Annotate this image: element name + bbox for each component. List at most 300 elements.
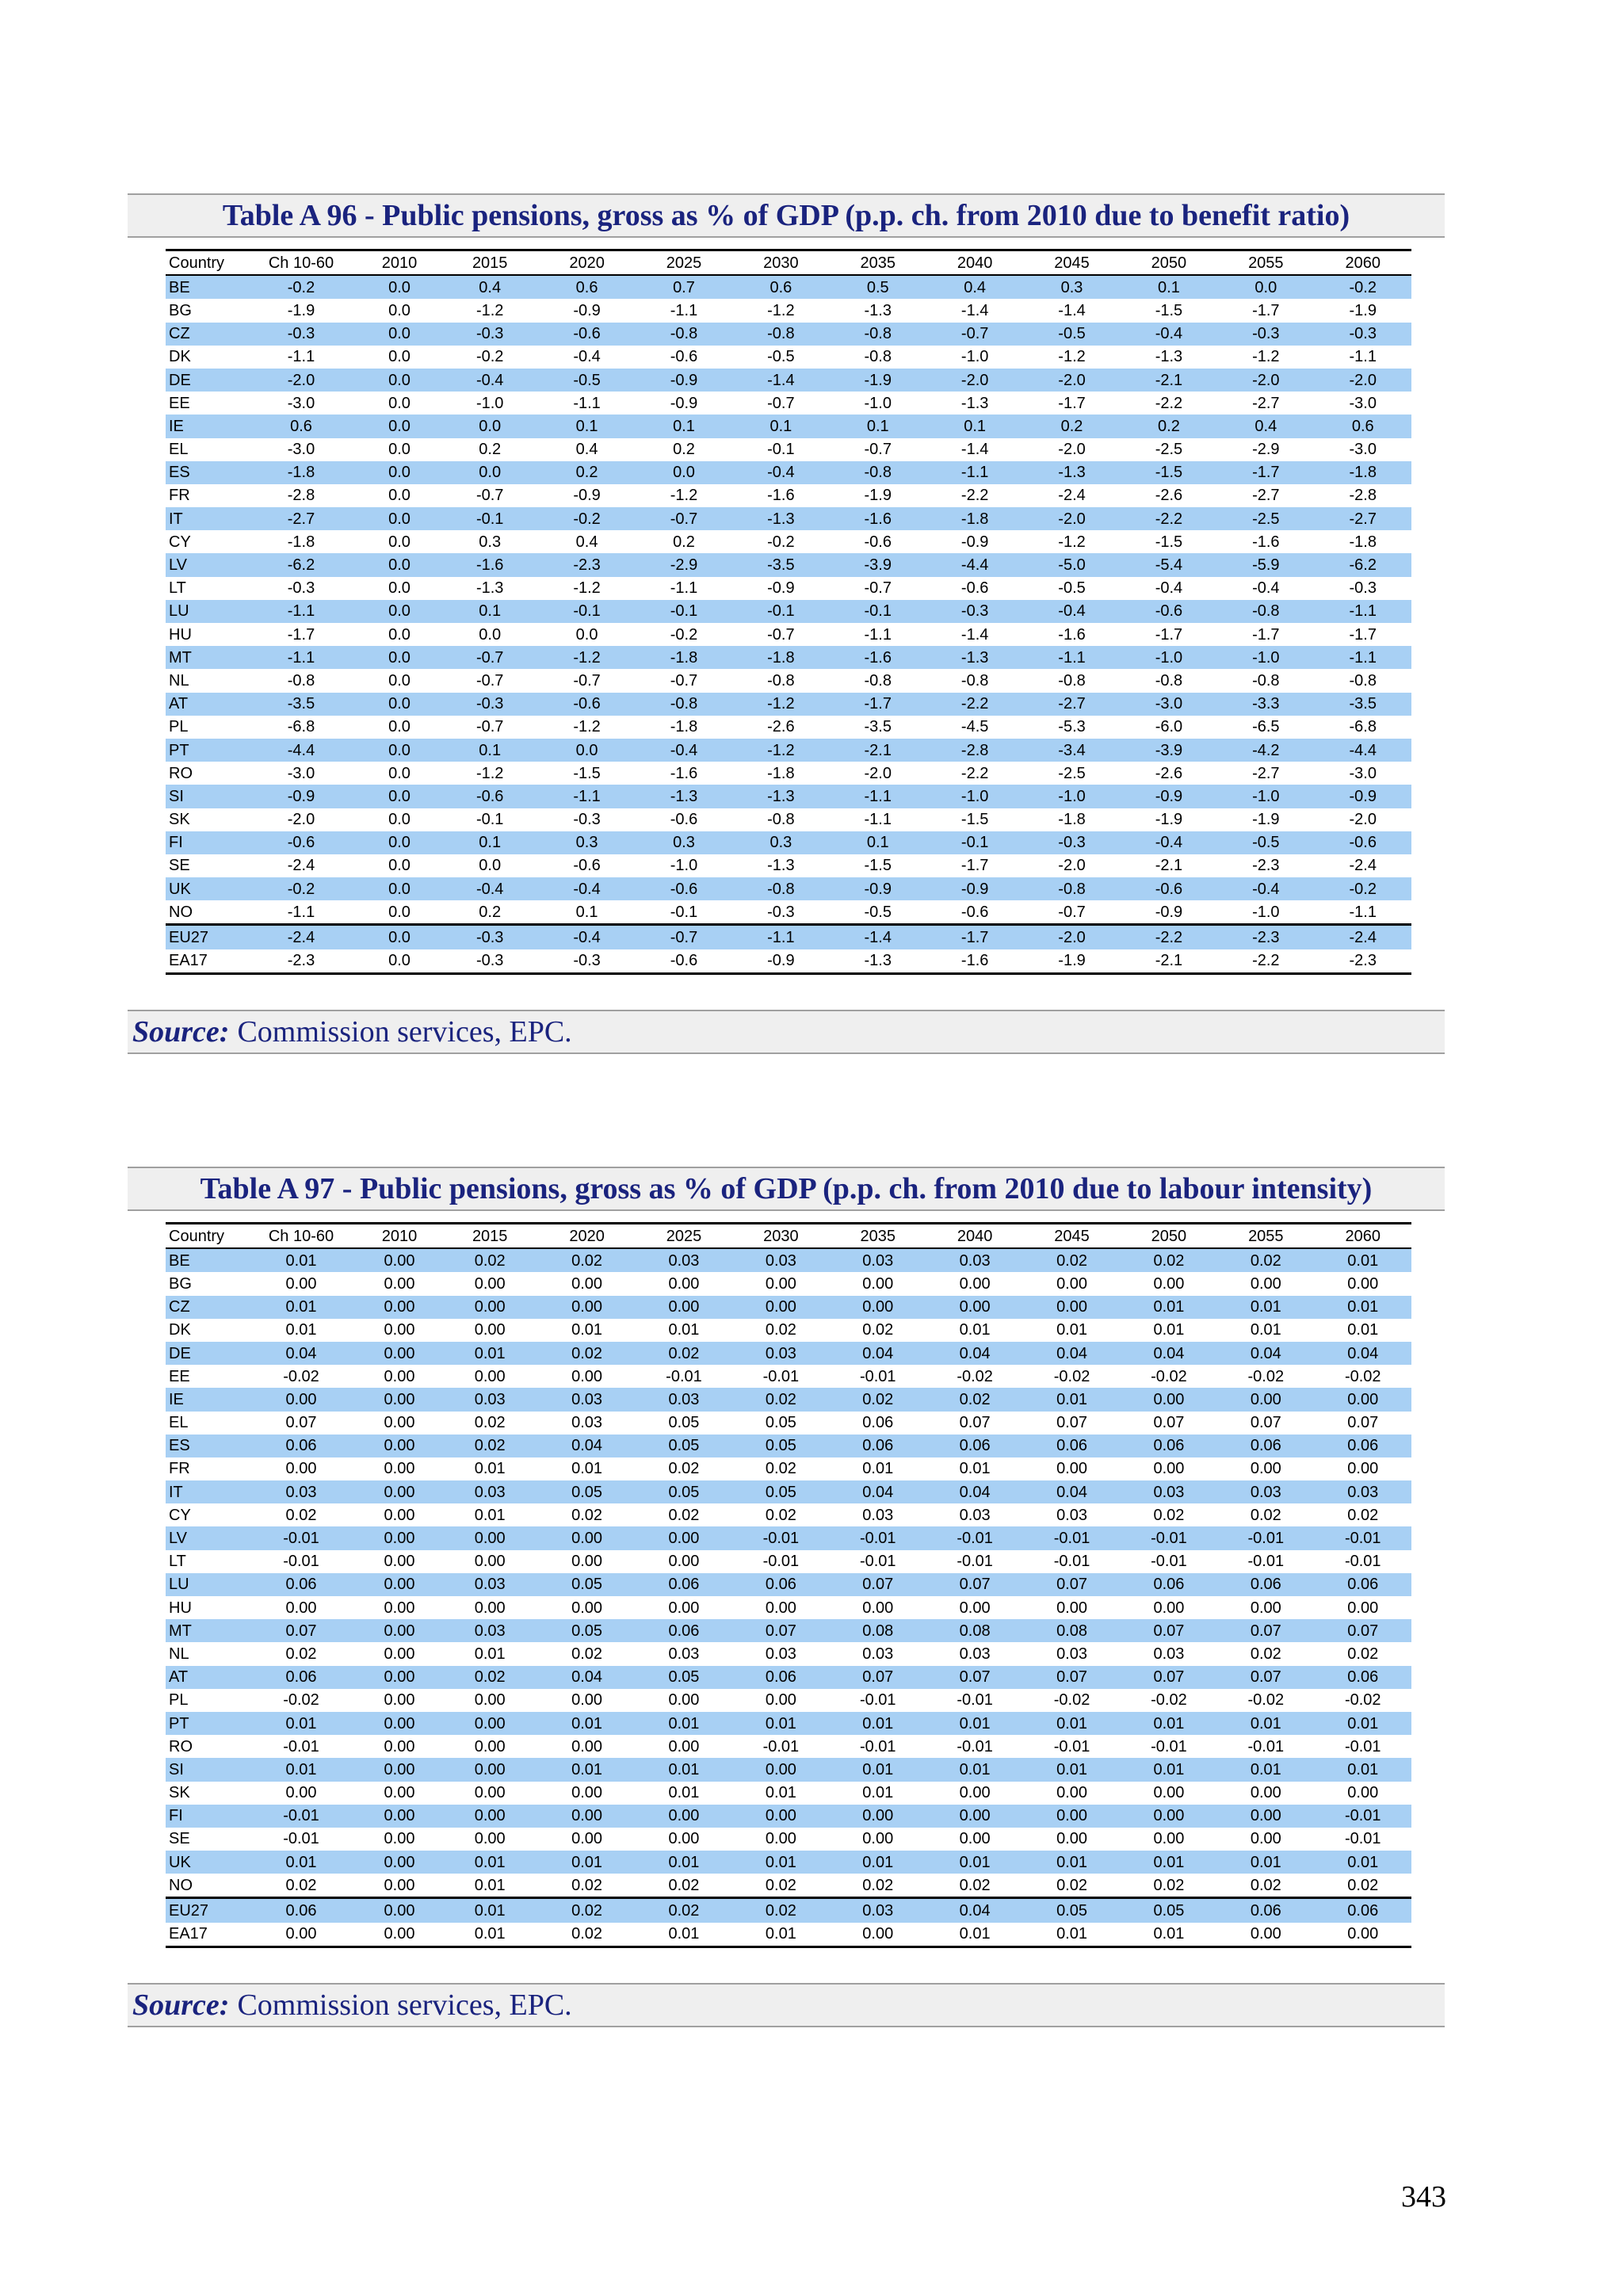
value-cell: 0.06 (1217, 1573, 1314, 1596)
value-cell: 0.01 (538, 1712, 635, 1735)
table-row (166, 1248, 1411, 1272)
value-cell: -1.7 (926, 925, 1023, 949)
value-cell: 0.06 (1121, 1435, 1217, 1457)
value-cell: 0.06 (1217, 1898, 1314, 1923)
value-cell: 0.2 (1121, 415, 1217, 437)
country-cell: SI (166, 1758, 245, 1781)
value-cell: -0.8 (960, 671, 989, 690)
value-cell: -0.2 (538, 507, 635, 530)
value-cell: -0.02 (1053, 1367, 1090, 1385)
country-cell: CZ (166, 1296, 245, 1319)
table-title: Table A 96 - Public pensions, gross as % of GDP (p.p. ch. from 2010 due to benefit ratio) (128, 193, 1445, 238)
value-cell: 0.01 (636, 1712, 732, 1735)
value-cell: -1.7 (1058, 394, 1086, 412)
value-cell: -0.4 (732, 461, 829, 484)
value-cell: 0.00 (384, 1737, 415, 1755)
value-cell: -0.2 (475, 348, 504, 366)
value-cell: 0.00 (765, 1599, 796, 1617)
table-row (166, 646, 1411, 669)
value-cell: 0.0 (388, 579, 411, 598)
value-cell: 0.00 (384, 1691, 415, 1710)
value-cell: 0.00 (357, 1874, 441, 1898)
value-cell: -2.2 (1121, 925, 1217, 949)
value-cell: 0.00 (1250, 1784, 1281, 1802)
value-cell: -1.1 (573, 394, 601, 412)
value-cell: 0.0 (479, 857, 502, 875)
column-header: 2015 (441, 1224, 538, 1249)
column-header: 2015 (441, 250, 538, 276)
value-cell: -1.1 (864, 625, 892, 644)
value-cell: 0.0 (357, 369, 441, 392)
value-cell: -3.9 (830, 553, 926, 576)
value-cell: 0.02 (441, 1666, 538, 1689)
value-cell: -1.6 (1058, 625, 1086, 644)
value-cell: -0.3 (441, 693, 538, 716)
value-cell: 0.00 (765, 1691, 796, 1710)
value-cell: -0.4 (441, 369, 538, 392)
value-cell: 0.01 (926, 1712, 1023, 1735)
value-cell: -0.8 (1155, 671, 1183, 690)
value-cell: 0.3 (538, 831, 635, 854)
value-cell: 0.01 (474, 1645, 506, 1663)
country-cell: BG (169, 1274, 192, 1293)
value-cell: 0.01 (441, 1342, 538, 1365)
value-cell: -1.8 (1315, 461, 1411, 484)
value-cell: -0.8 (767, 811, 795, 829)
value-cell: 0.01 (1121, 1758, 1217, 1781)
value-cell: 0.00 (668, 1599, 700, 1617)
value-cell: 0.06 (1315, 1573, 1411, 1596)
value-cell: -2.3 (245, 949, 357, 974)
value-cell: 0.01 (1250, 1321, 1281, 1339)
value-cell: -1.6 (926, 949, 1023, 974)
value-cell: 0.03 (1217, 1480, 1314, 1503)
table-row (166, 739, 1411, 762)
value-cell: 0.00 (357, 1923, 441, 1947)
value-cell: 0.01 (1023, 1712, 1120, 1735)
value-cell: 0.00 (1056, 1784, 1087, 1802)
value-cell: -2.0 (287, 811, 315, 829)
value-cell: -1.1 (1315, 646, 1411, 669)
value-cell: -0.01 (957, 1553, 993, 1571)
value-cell: 0.07 (1217, 1619, 1314, 1642)
value-cell: 0.02 (765, 1321, 796, 1339)
value-cell: 0.00 (732, 1758, 829, 1781)
value-cell: -4.4 (926, 553, 1023, 576)
value-cell: 0.01 (862, 1784, 894, 1802)
value-cell: -2.3 (538, 553, 635, 576)
table-row (166, 1874, 1411, 1898)
value-cell: -1.0 (670, 857, 698, 875)
value-cell: 0.1 (441, 600, 538, 623)
value-cell: -0.7 (767, 625, 795, 644)
value-cell: 0.1 (441, 739, 538, 762)
country-cell: AT (166, 1666, 245, 1689)
value-cell: -1.1 (926, 461, 1023, 484)
value-cell: 0.00 (474, 1784, 506, 1802)
country-cell: SK (169, 1784, 190, 1802)
value-cell: -0.6 (573, 857, 601, 875)
value-cell: -1.0 (864, 394, 892, 412)
table-row (166, 1735, 1411, 1758)
value-cell: 0.03 (830, 1248, 926, 1272)
value-cell: 0.01 (668, 1321, 700, 1339)
value-cell: -5.9 (1217, 553, 1314, 576)
value-cell: 0.00 (285, 1460, 317, 1478)
value-cell: 0.06 (1315, 1898, 1411, 1923)
value-cell: 0.00 (357, 1526, 441, 1549)
value-cell: -2.9 (636, 553, 732, 576)
table-row (166, 1296, 1411, 1319)
value-cell: -4.5 (960, 718, 989, 736)
value-cell: -3.0 (1349, 394, 1377, 412)
value-cell: -2.2 (926, 693, 1023, 716)
value-cell: -1.2 (573, 579, 601, 598)
value-cell: 0.6 (538, 275, 635, 299)
value-cell: 0.00 (357, 1666, 441, 1689)
column-header: 2045 (1023, 1224, 1120, 1249)
value-cell: 0.00 (765, 1830, 796, 1848)
value-cell: 0.01 (1315, 1712, 1411, 1735)
value-cell: 0.00 (384, 1645, 415, 1663)
value-cell: 0.00 (1153, 1460, 1185, 1478)
value-cell: -0.1 (636, 600, 732, 623)
value-cell: -0.7 (864, 579, 892, 598)
column-header: 2040 (926, 250, 1023, 276)
value-cell: 0.02 (571, 1645, 603, 1663)
value-cell: 0.01 (636, 1923, 732, 1947)
value-cell: -0.6 (636, 877, 732, 900)
source-note (128, 1983, 1445, 2027)
value-cell: -2.1 (1121, 369, 1217, 392)
country-cell: BG (169, 301, 192, 319)
value-cell: 0.05 (732, 1435, 829, 1457)
value-cell: -1.3 (830, 949, 926, 974)
table-row (166, 1923, 1411, 1947)
value-cell: 0.00 (357, 1296, 441, 1319)
value-cell: -0.01 (957, 1691, 993, 1710)
value-cell: 0.00 (474, 1737, 506, 1755)
column-header: 2025 (636, 1224, 732, 1249)
value-cell: -2.0 (1058, 857, 1086, 875)
value-cell: -1.0 (1023, 785, 1120, 808)
country-cell: IT (166, 507, 245, 530)
value-cell: 0.00 (384, 1599, 415, 1617)
table-header-row (166, 250, 1411, 276)
value-cell: 0.00 (830, 1296, 926, 1319)
value-cell: -0.8 (1023, 877, 1120, 900)
country-cell: EE (169, 394, 190, 412)
value-cell: -0.01 (1315, 1805, 1411, 1828)
value-cell: 0.00 (1347, 1274, 1379, 1293)
value-cell: -0.3 (573, 811, 601, 829)
column-header: 2035 (830, 250, 926, 276)
value-cell: 0.0 (575, 625, 598, 644)
value-cell: 0.01 (732, 1923, 829, 1947)
value-cell: 0.01 (245, 1851, 357, 1874)
value-cell: 0.00 (357, 1898, 441, 1923)
value-cell: -0.3 (441, 323, 538, 346)
value-cell: -1.1 (1315, 900, 1411, 925)
country-cell: PT (166, 1712, 245, 1735)
value-cell: 0.03 (926, 1248, 1023, 1272)
country-cell: EU27 (166, 1898, 245, 1923)
table-row (166, 369, 1411, 392)
value-cell: 0.00 (384, 1830, 415, 1848)
value-cell: -2.7 (1023, 693, 1120, 716)
value-cell: 0.00 (384, 1414, 415, 1432)
value-cell: -0.01 (1023, 1526, 1120, 1549)
value-cell: 0.00 (636, 1296, 732, 1319)
value-cell: -1.6 (441, 553, 538, 576)
value-cell: 0.08 (926, 1619, 1023, 1642)
value-cell: 0.02 (441, 1435, 538, 1457)
value-cell: 0.01 (1023, 1758, 1120, 1781)
value-cell: -0.4 (636, 739, 732, 762)
value-cell: -2.6 (767, 718, 795, 736)
value-cell: 0.07 (926, 1666, 1023, 1689)
value-cell: 0.00 (668, 1691, 700, 1710)
value-cell: -2.0 (1023, 925, 1120, 949)
value-cell: 0.02 (926, 1874, 1023, 1898)
value-cell: -0.8 (767, 671, 795, 690)
value-cell: -0.01 (1344, 1830, 1381, 1848)
value-cell: -2.0 (1023, 369, 1120, 392)
value-cell: -0.01 (283, 1830, 319, 1848)
country-cell: EU27 (166, 925, 245, 949)
value-cell: 0.07 (1023, 1666, 1120, 1689)
value-cell: -3.0 (1349, 441, 1377, 459)
value-cell: -1.3 (732, 507, 829, 530)
value-cell: 0.00 (357, 1573, 441, 1596)
value-cell: 0.2 (673, 533, 695, 551)
value-cell: -2.7 (1252, 394, 1280, 412)
value-cell: 0.05 (1121, 1898, 1217, 1923)
value-cell: 0.00 (1347, 1599, 1379, 1617)
value-cell: 0.02 (732, 1898, 829, 1923)
table-row (166, 900, 1411, 925)
value-cell: 0.1 (926, 415, 1023, 437)
value-cell: 0.0 (357, 600, 441, 623)
value-cell: 0.07 (1347, 1414, 1379, 1432)
value-cell: -0.1 (636, 900, 732, 925)
table-row (166, 438, 1411, 461)
value-cell: -1.8 (1058, 811, 1086, 829)
value-cell: 0.05 (636, 1435, 732, 1457)
value-cell: 0.06 (862, 1414, 894, 1432)
country-cell: MT (166, 1619, 245, 1642)
value-cell: -0.02 (283, 1691, 319, 1710)
value-cell: 0.06 (1315, 1666, 1411, 1689)
value-cell: 0.01 (538, 1758, 635, 1781)
table-row (166, 1898, 1411, 1923)
value-cell: 0.01 (862, 1460, 894, 1478)
value-cell: -0.7 (636, 925, 732, 949)
value-cell: -1.5 (960, 811, 989, 829)
value-cell: -2.8 (1349, 487, 1377, 505)
value-cell: -0.02 (1151, 1367, 1187, 1385)
value-cell: 0.00 (1056, 1830, 1087, 1848)
source-note (128, 1010, 1445, 1054)
value-cell: 0.1 (830, 415, 926, 437)
value-cell: -2.5 (1058, 764, 1086, 782)
value-cell: 0.00 (357, 1388, 441, 1411)
country-cell: HU (169, 625, 192, 644)
column-header: 2050 (1121, 1224, 1217, 1249)
value-cell: 0.0 (388, 394, 411, 412)
country-cell: FR (169, 1460, 190, 1478)
value-cell: -2.0 (1315, 369, 1411, 392)
value-cell: 0.02 (732, 1874, 829, 1898)
value-cell: -0.3 (441, 925, 538, 949)
value-cell: -0.6 (926, 900, 1023, 925)
value-cell: -0.9 (573, 487, 601, 505)
value-cell: 0.01 (1023, 1388, 1120, 1411)
value-cell: -0.4 (1217, 877, 1314, 900)
value-cell: -0.6 (245, 831, 357, 854)
country-cell: FR (169, 487, 190, 505)
value-cell: 0.00 (538, 1296, 635, 1319)
value-cell: -0.8 (864, 671, 892, 690)
value-cell: 0.01 (830, 1758, 926, 1781)
value-cell: 0.04 (926, 1898, 1023, 1923)
value-cell: -0.2 (767, 533, 795, 551)
value-cell: 0.02 (1153, 1506, 1185, 1524)
value-cell: 0.00 (571, 1737, 603, 1755)
value-cell: -0.8 (830, 323, 926, 346)
value-cell: -0.01 (957, 1737, 993, 1755)
country-cell: CY (169, 1506, 191, 1524)
table-row (166, 925, 1411, 949)
value-cell: -0.01 (926, 1526, 1023, 1549)
value-cell: 0.0 (357, 925, 441, 949)
value-cell: -0.02 (1247, 1691, 1285, 1710)
value-cell: 0.06 (245, 1898, 357, 1923)
value-cell: 0.00 (1315, 1923, 1411, 1947)
value-cell: 0.02 (668, 1460, 700, 1478)
value-cell: 0.6 (732, 275, 829, 299)
value-cell: 0.02 (571, 1506, 603, 1524)
value-cell: 0.02 (1217, 1874, 1314, 1898)
value-cell: 0.04 (830, 1342, 926, 1365)
value-cell: -1.5 (1121, 461, 1217, 484)
value-cell: -1.6 (1252, 533, 1280, 551)
value-cell: 0.02 (862, 1321, 894, 1339)
value-cell: -0.8 (287, 671, 315, 690)
table-row (166, 808, 1411, 831)
value-cell: 0.00 (1347, 1460, 1379, 1478)
table-row (166, 1526, 1411, 1549)
value-cell: -1.7 (1217, 461, 1314, 484)
value-cell: -2.2 (960, 487, 989, 505)
table-row (166, 1480, 1411, 1503)
value-cell: 0.06 (926, 1435, 1023, 1457)
value-cell: 0.01 (1315, 1296, 1411, 1319)
value-cell: -2.8 (926, 739, 1023, 762)
value-cell: -1.1 (287, 348, 315, 366)
value-cell: 0.4 (1217, 415, 1314, 437)
value-cell: 0.00 (357, 1712, 441, 1735)
value-cell: 0.07 (245, 1619, 357, 1642)
value-cell: -2.1 (1155, 857, 1183, 875)
value-cell: -1.6 (830, 646, 926, 669)
value-cell: 0.03 (636, 1388, 732, 1411)
table-row (166, 831, 1411, 854)
value-cell: 0.00 (474, 1553, 506, 1571)
column-header: 2055 (1217, 1224, 1314, 1249)
value-cell: -1.5 (864, 857, 892, 875)
country-cell: IE (166, 415, 245, 437)
value-cell: 0.00 (474, 1599, 506, 1617)
value-cell: -0.01 (1247, 1737, 1285, 1755)
value-cell: -0.8 (864, 348, 892, 366)
value-cell: -3.5 (732, 553, 829, 576)
value-cell: -2.4 (1349, 857, 1377, 875)
table-row (166, 949, 1411, 974)
value-cell: 0.00 (668, 1737, 700, 1755)
value-cell: 0.06 (1217, 1435, 1314, 1457)
value-cell: 0.07 (1121, 1619, 1217, 1642)
value-cell: -0.7 (475, 718, 504, 736)
value-cell: -0.9 (670, 394, 698, 412)
value-cell: -6.2 (1315, 553, 1411, 576)
country-cell: LU (166, 1573, 245, 1596)
value-cell: -1.8 (926, 507, 1023, 530)
value-cell: 0.01 (1121, 1712, 1217, 1735)
table-row (166, 1619, 1411, 1642)
value-cell: 0.07 (1315, 1619, 1411, 1642)
table-row (166, 299, 1411, 322)
country-cell: DE (166, 1342, 245, 1365)
value-cell: 0.01 (245, 1758, 357, 1781)
value-cell: 0.00 (384, 1367, 415, 1385)
value-cell: 0.02 (926, 1388, 1023, 1411)
value-cell: 0.00 (1056, 1599, 1087, 1617)
value-cell: 0.02 (245, 1874, 357, 1898)
table-row (166, 693, 1411, 716)
value-cell: 0.00 (441, 1805, 538, 1828)
value-cell: -0.1 (830, 600, 926, 623)
value-cell: -0.5 (1058, 579, 1086, 598)
value-cell: -2.3 (1252, 857, 1280, 875)
country-cell: LT (169, 579, 186, 598)
value-cell: 0.07 (1056, 1414, 1087, 1432)
value-cell: 0.00 (571, 1553, 603, 1571)
table-row (166, 415, 1411, 437)
value-cell: 0.02 (732, 1388, 829, 1411)
value-cell: -0.4 (538, 877, 635, 900)
value-cell: 0.01 (245, 1296, 357, 1319)
table-row (166, 1550, 1411, 1573)
value-cell: -0.1 (767, 441, 795, 459)
value-cell: -1.4 (1058, 301, 1086, 319)
country-cell: CZ (166, 323, 245, 346)
column-header: Country (166, 1224, 245, 1249)
value-cell: -1.1 (864, 811, 892, 829)
value-cell: -0.8 (732, 877, 829, 900)
value-cell: 0.00 (474, 1830, 506, 1848)
value-cell: -0.6 (670, 348, 698, 366)
value-cell: -1.1 (245, 900, 357, 925)
value-cell: -1.7 (1349, 625, 1377, 644)
value-cell: 0.01 (959, 1460, 991, 1478)
country-cell: EA17 (166, 1923, 245, 1947)
value-cell: -3.0 (1121, 693, 1217, 716)
value-cell: -2.3 (1315, 949, 1411, 974)
value-cell: -0.5 (830, 900, 926, 925)
value-cell: 0.00 (732, 1805, 829, 1828)
value-cell: -1.6 (670, 764, 698, 782)
